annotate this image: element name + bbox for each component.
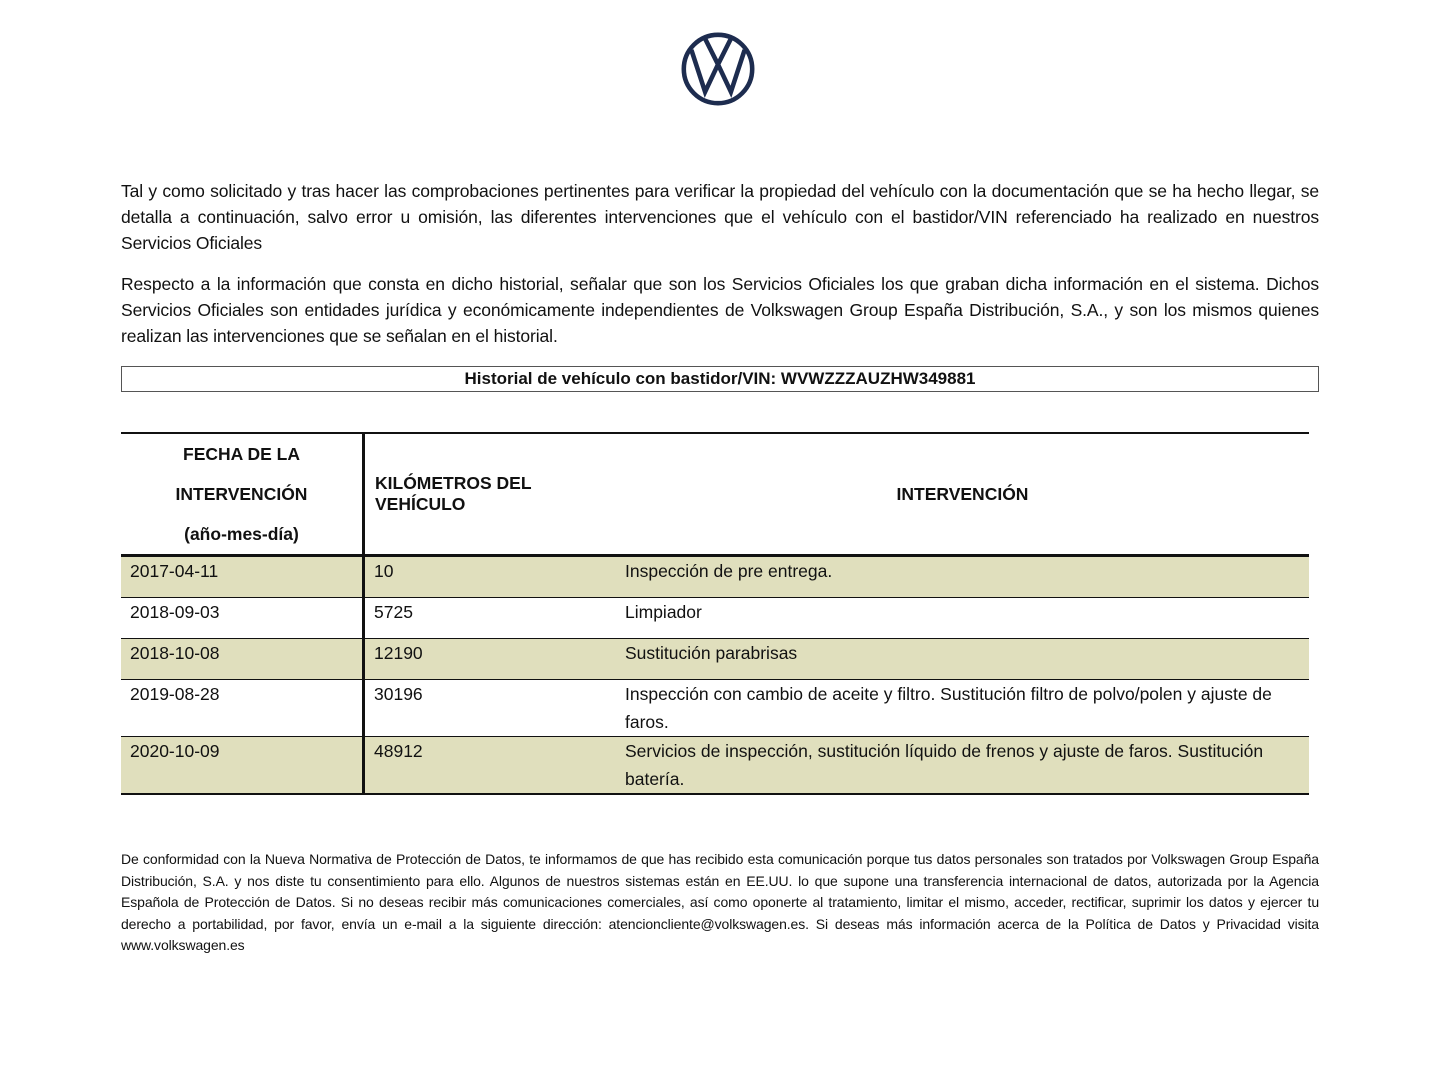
vin-title: Historial de vehículo con bastidor/VIN: WVWZZZAUZHW349881	[121, 366, 1319, 392]
intro-paragraph-2: Respecto a la información que consta en dicho historial, señalar que son los Servicios Oficiales los que graban dicha información en el sistema. Dichos Servicios Oficiales son entidades jurídica y económicamente independientes de Volkswagen Group España Distribución, S.A., y son los mismos quienes realizan las intervenciones que se señalan en el historial.	[121, 274, 1319, 346]
table-row	[121, 598, 1309, 639]
intervention-history-table	[121, 432, 1309, 795]
header-km: KILÓMETROS DEL VEHÍCULO	[364, 433, 617, 556]
cell-km: 5725	[364, 598, 617, 639]
cell-km: 12190	[364, 639, 617, 680]
cell-intervention: Servicios de inspección, sustitución líquido de frenos y ajuste de faros. Sustitución batería.	[616, 737, 1309, 795]
cell-date: 2018-09-03	[121, 598, 364, 639]
cell-intervention: Sustitución parabrisas	[616, 639, 1309, 680]
table-row	[121, 639, 1309, 680]
cell-km: 48912	[364, 737, 617, 795]
intro-paragraph-1: Tal y como solicitado y tras hacer las comprobaciones pertinentes para verificar la propiedad del vehículo con la documentación que se ha hecho llegar, se detalla a continuación, salvo error u omisión, las diferentes intervenciones que el vehículo con el bastidor/VIN referenciado ha realizado en nuestros Servicios Oficiales	[121, 181, 1319, 253]
header-date-label: FECHA DE LA INTERVENCIÓN	[175, 444, 308, 504]
privacy-footer: De conformidad con la Nueva Normativa de Protección de Datos, te informamos de que has recibido esta comunicación porque tus datos personales son tratados por Volkswagen Group España Distribución, S.A. y nos diste tu consentimiento para ello. Algunos de nuestros sistemas están en EE.UU. lo que supone una transferencia internacional de datos, autorizada por la Agencia Española de Protección de Datos. Si no deseas recibir más comunicaciones comerciales, así como oponerte al tratamiento, limitar el mismo, acceder, rectificar, suprimir los datos y ejercer tu derecho a portabilidad, por favor, envía un e-mail a la siguiente dirección: atencioncliente@volkswagen.es. Si deseas más información acerca de la Política de Datos y Privacidad visita www.volkswagen.es	[121, 851, 1319, 953]
cell-km: 30196	[364, 680, 617, 737]
cell-date: 2020-10-09	[121, 737, 364, 795]
table-row	[121, 737, 1309, 795]
volkswagen-logo	[680, 31, 756, 107]
intro-text	[121, 178, 1319, 364]
cell-km: 10	[364, 556, 617, 598]
cell-date: 2017-04-11	[121, 556, 364, 598]
cell-intervention: Inspección de pre entrega.	[616, 556, 1309, 598]
cell-intervention: Inspección con cambio de aceite y filtro. Sustitución filtro de polvo/polen y ajuste de faros.	[616, 680, 1309, 737]
table-header-row	[121, 433, 1309, 556]
header-date	[121, 433, 364, 556]
table-row	[121, 680, 1309, 737]
table-row	[121, 556, 1309, 598]
cell-date: 2018-10-08	[121, 639, 364, 680]
header-date-format: (año-mes-día)	[184, 524, 299, 544]
cell-date: 2019-08-28	[121, 680, 364, 737]
header-intervention: INTERVENCIÓN	[616, 433, 1309, 556]
cell-intervention: Limpiador	[616, 598, 1309, 639]
